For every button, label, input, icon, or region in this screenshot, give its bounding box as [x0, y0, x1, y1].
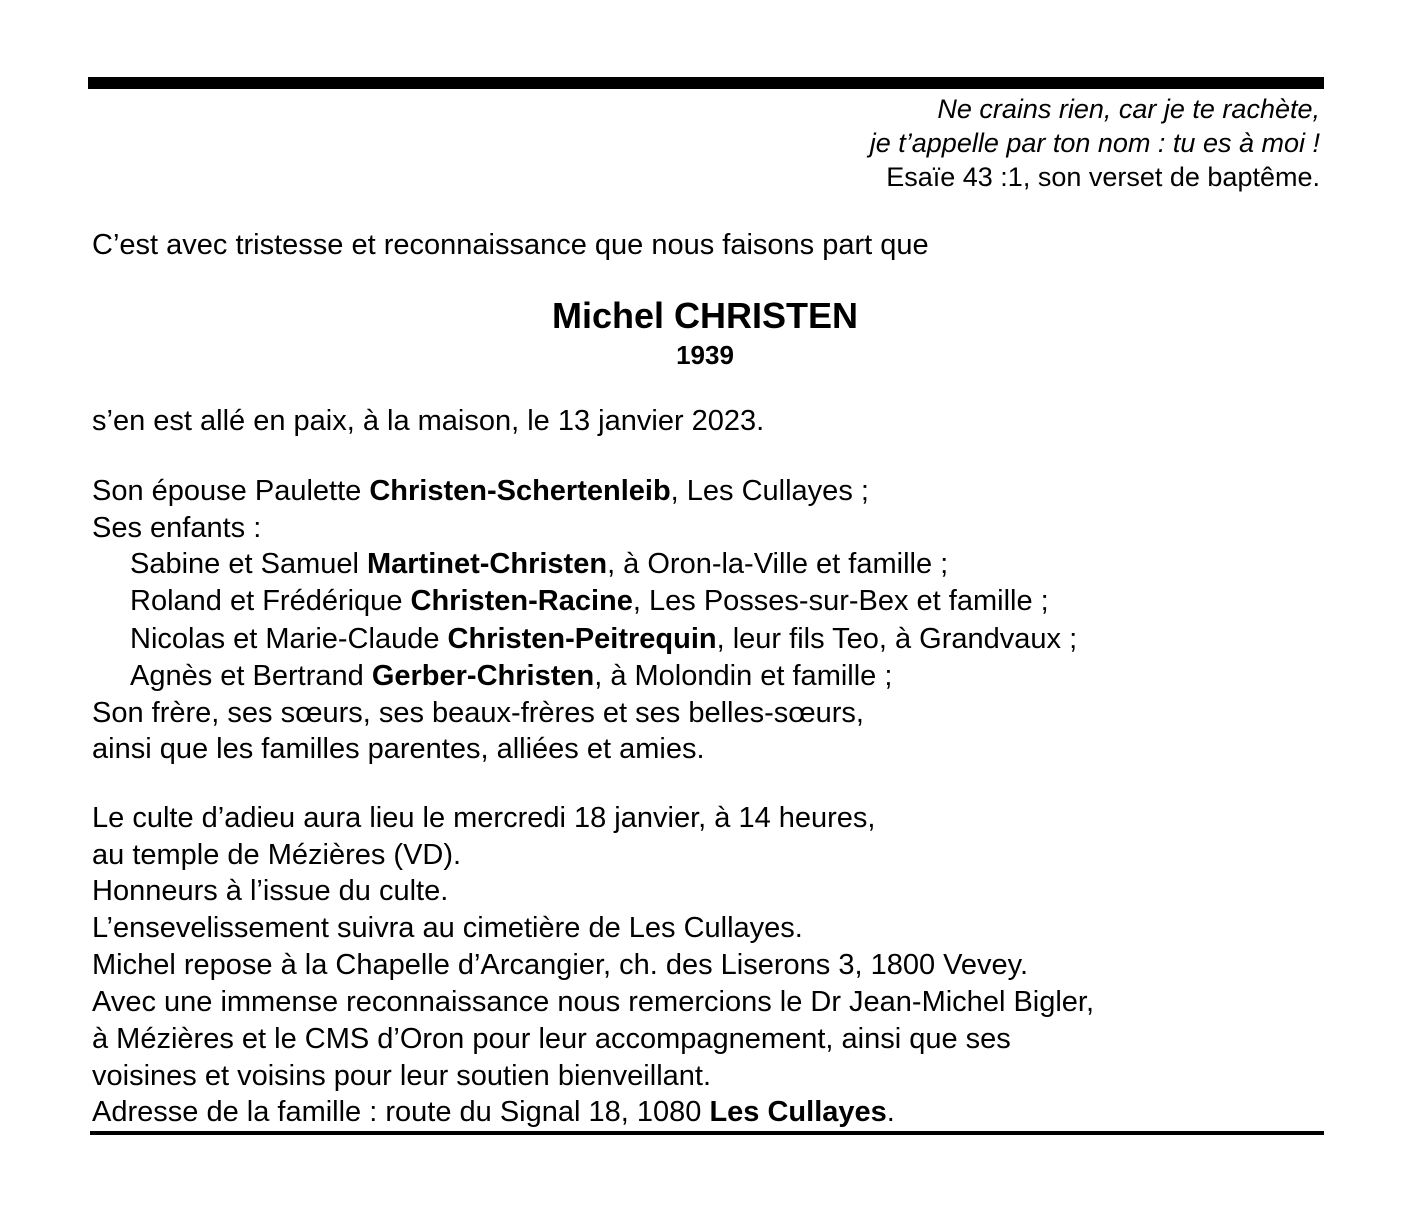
epigraph-line-1: Ne crains rien, car je te rachète, — [937, 94, 1320, 124]
epigraph — [870, 92, 1320, 194]
epigraph-reference: Esaïe 43 :1, son verset de baptême. — [886, 162, 1320, 192]
bottom-rule — [90, 1131, 1324, 1135]
child-line: Agnès et Bertrand Gerber-Christen, à Molondin et famille ; — [130, 660, 893, 692]
ceremony-line: au temple de Mézières (VD). — [92, 839, 462, 871]
ceremony-line: L’ensevelissement suivra au cimetière de Les Cullayes. — [92, 912, 803, 944]
child-surname: Martinet-Christen — [366, 548, 608, 580]
child-line: Sabine et Samuel Martinet-Christen, à Oron-la-Ville et famille ; — [130, 548, 949, 580]
ceremony-line: Honneurs à l’issue du culte. — [92, 875, 449, 907]
children-heading: Ses enfants : — [92, 512, 262, 544]
deceased-year: 1939 — [676, 340, 734, 370]
ceremony-line: voisines et voisins pour leur soutien bienveillant. — [92, 1060, 712, 1092]
ceremony-line: Avec une immense reconnaissance nous remercions le Dr Jean-Michel Bigler, — [92, 986, 1095, 1018]
relatives-line: ainsi que les familles parentes, alliées et amies. — [92, 733, 705, 765]
family-address: Adresse de la famille : route du Signal 18, 1080 Les Cullayes. — [92, 1096, 895, 1128]
ceremony-line: à Mézières et le CMS d’Oron pour leur accompagnement, ainsi que ses — [92, 1023, 1011, 1055]
ceremony-line: Michel repose à la Chapelle d’Arcangier, ch. des Liserons 3, 1800 Vevey. — [92, 949, 1029, 981]
child-line: Roland et Frédérique Christen-Racine, Les Posses-sur-Bex et famille ; — [130, 585, 1049, 617]
epigraph-line-2: je t’appelle par ton nom : tu es à moi ! — [869, 128, 1320, 158]
spouse-line: Son épouse Paulette Christen-Schertenleib, Les Cullayes ; — [92, 475, 869, 507]
spouse-surname: Christen-Schertenleib — [369, 475, 671, 507]
child-line: Nicolas et Marie-Claude Christen-Peitrequin, leur fils Teo, à Grandvaux ; — [130, 623, 1078, 655]
siblings-line: Son frère, ses sœurs, ses beaux-frères et ses belles-sœurs, — [92, 697, 864, 729]
child-surname: Gerber-Christen — [371, 660, 595, 692]
top-rule — [88, 77, 1324, 89]
ceremony-line: Le culte d’adieu aura lieu le mercredi 18 janvier, à 14 heures, — [92, 802, 876, 834]
deceased-name: Michel CHRISTEN — [551, 295, 859, 336]
child-surname: Christen-Peitrequin — [447, 623, 717, 655]
intro-text: C’est avec tristesse et reconnaissance que nous faisons part que — [92, 229, 929, 261]
passing-text: s’en est allé en paix, à la maison, le 13 janvier 2023. — [92, 405, 765, 437]
child-surname: Christen-Racine — [410, 585, 633, 617]
address-locality: Les Cullayes — [709, 1096, 887, 1128]
